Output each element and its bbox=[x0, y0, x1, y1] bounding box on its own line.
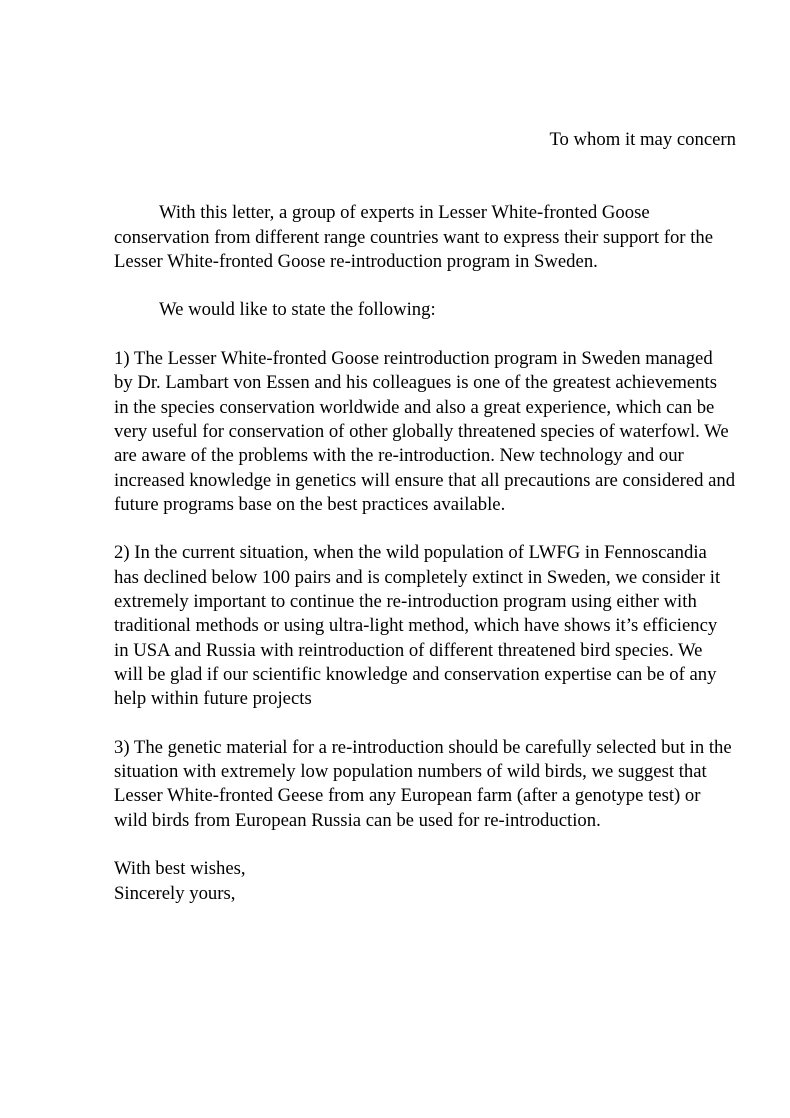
paragraph-intro: With this letter, a group of experts in Lesser White-fronted Goose conservation from different range countries want to express their support for the Lesser White-fronted Goose re-introduction program in Sweden. bbox=[114, 202, 714, 272]
paragraph-point-3: 3) The genetic material for a re-introduction should be carefully selected but in the situation with extremely low population numbers of wild birds, we suggest that Lesser White-fronted Geese from any European farm (after a genotype test) or wild birds from European Russia can be used for re-introduction. bbox=[114, 736, 732, 831]
closing-line-sincerely: Sincerely yours, bbox=[114, 882, 236, 904]
paragraph-point-1: 1) The Lesser White-fronted Goose reintroduction program in Sweden managed by Dr. Lambart von Essen and his colleagues is one of the greatest achievements in the species conservation worldwide and also a great experience, which can be very useful for conservation of other globally threatened species of waterfowl. We are aware of the problems with the re-introduction. New technology and our increased knowledge in genetics will ensure that all precautions are considered and future programs base on the best practices available. bbox=[114, 348, 736, 515]
paragraph-statement-lead: We would like to state the following: bbox=[159, 299, 436, 321]
paragraph-point-2: 2) In the current situation, when the wild population of LWFG in Fennoscandia has declined below 100 pairs and is completely extinct in Sweden, we consider it extremely important to continue the re-introduction program using either with traditional methods or using ultra-light method, which have shows it’s efficiency in USA and Russia with reintroduction of different threatened bird species. We will be glad if our scientific knowledge and conservation expertise can be of any help within future projects bbox=[114, 542, 721, 710]
closing-block bbox=[114, 857, 736, 906]
closing-line-wishes: With best wishes, bbox=[114, 858, 246, 880]
salutation: To whom it may concern bbox=[549, 129, 736, 150]
letter-body bbox=[114, 128, 736, 906]
